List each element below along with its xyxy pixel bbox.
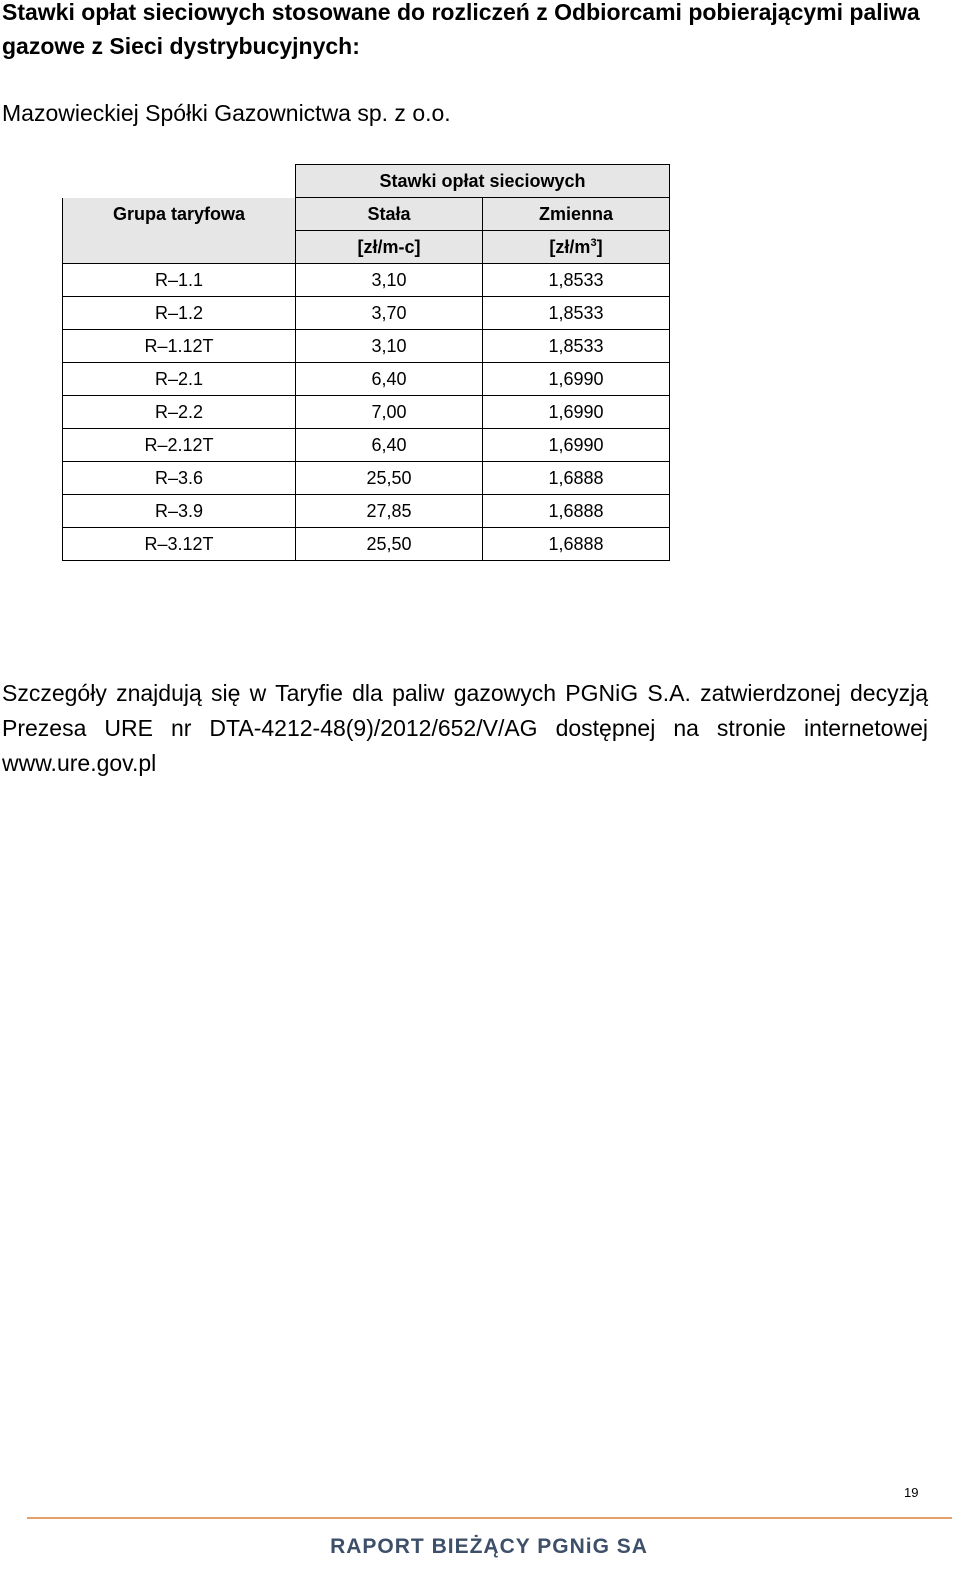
group-cell: R–2.1 bbox=[63, 363, 296, 396]
variable-unit-base: [zł/m bbox=[549, 236, 591, 257]
group-cell: R–1.2 bbox=[63, 297, 296, 330]
variable-rate-cell: 1,6990 bbox=[483, 429, 670, 462]
rates-header: Stawki opłat sieciowych bbox=[296, 165, 670, 198]
fixed-rate-cell: 25,50 bbox=[296, 462, 483, 495]
fixed-rate-cell: 3,70 bbox=[296, 297, 483, 330]
details-paragraph: Szczegóły znajdują się w Taryfie dla paliw gazowych PGNiG S.A. zatwierdzonej decyzją Prezesa URE nr DTA-4212-48(9)/2012/652/V/AG dostępnej na stronie internetowej www.ure.gov.pl bbox=[2, 680, 928, 776]
fixed-unit: [zł/m-c] bbox=[296, 231, 483, 264]
table-header-row bbox=[63, 231, 670, 264]
table-row bbox=[63, 363, 670, 396]
fixed-rate-cell: 3,10 bbox=[296, 264, 483, 297]
page-number: 19 bbox=[904, 1485, 919, 1500]
table-row bbox=[63, 330, 670, 363]
table-row bbox=[63, 396, 670, 429]
table-row bbox=[63, 297, 670, 330]
page-heading: Stawki opłat sieciowych stosowane do rozliczeń z Odbiorcami pobierającymi paliwa gazowe z Sieci dystrybucyjnych: bbox=[2, 0, 920, 59]
variable-rate-cell: 1,8533 bbox=[483, 330, 670, 363]
variable-rate-cell: 1,6888 bbox=[483, 528, 670, 561]
header-corner bbox=[63, 165, 296, 198]
fixed-rate-cell: 7,00 bbox=[296, 396, 483, 429]
variable-unit-sup: 3 bbox=[590, 236, 597, 249]
table-row bbox=[63, 429, 670, 462]
fixed-rate-cell: 6,40 bbox=[296, 363, 483, 396]
fixed-rate-cell: 27,85 bbox=[296, 495, 483, 528]
fixed-rate-cell: 3,10 bbox=[296, 330, 483, 363]
group-header-filler bbox=[63, 231, 296, 264]
group-cell: R–1.12T bbox=[63, 330, 296, 363]
variable-rate-cell: 1,8533 bbox=[483, 264, 670, 297]
fixed-header: Stała bbox=[296, 198, 483, 231]
variable-rate-cell: 1,8533 bbox=[483, 297, 670, 330]
table-row bbox=[63, 462, 670, 495]
variable-unit bbox=[483, 231, 670, 264]
variable-rate-cell: 1,6888 bbox=[483, 462, 670, 495]
table-header-row bbox=[63, 165, 670, 198]
tariff-table bbox=[62, 164, 670, 561]
fixed-rate-cell: 25,50 bbox=[296, 528, 483, 561]
group-cell: R–2.12T bbox=[63, 429, 296, 462]
table-row bbox=[63, 528, 670, 561]
group-cell: R–2.2 bbox=[63, 396, 296, 429]
group-cell: R–3.9 bbox=[63, 495, 296, 528]
variable-rate-cell: 1,6990 bbox=[483, 396, 670, 429]
table-header-row bbox=[63, 198, 670, 231]
footer-brand: RAPORT BIEŻĄCY PGNiG SA bbox=[330, 1535, 648, 1558]
fixed-rate-cell: 6,40 bbox=[296, 429, 483, 462]
company-name: Mazowieckiej Spółki Gazownictwa sp. z o.o. bbox=[2, 100, 451, 126]
group-cell: R–1.1 bbox=[63, 264, 296, 297]
variable-rate-cell: 1,6990 bbox=[483, 363, 670, 396]
variable-rate-cell: 1,6888 bbox=[483, 495, 670, 528]
group-header: Grupa taryfowa bbox=[63, 198, 296, 231]
table-row bbox=[63, 495, 670, 528]
footer-divider bbox=[27, 1517, 952, 1519]
variable-unit-end: ] bbox=[596, 236, 603, 257]
variable-header: Zmienna bbox=[483, 198, 670, 231]
group-cell: R–3.12T bbox=[63, 528, 296, 561]
group-cell: R–3.6 bbox=[63, 462, 296, 495]
table-row bbox=[63, 264, 670, 297]
